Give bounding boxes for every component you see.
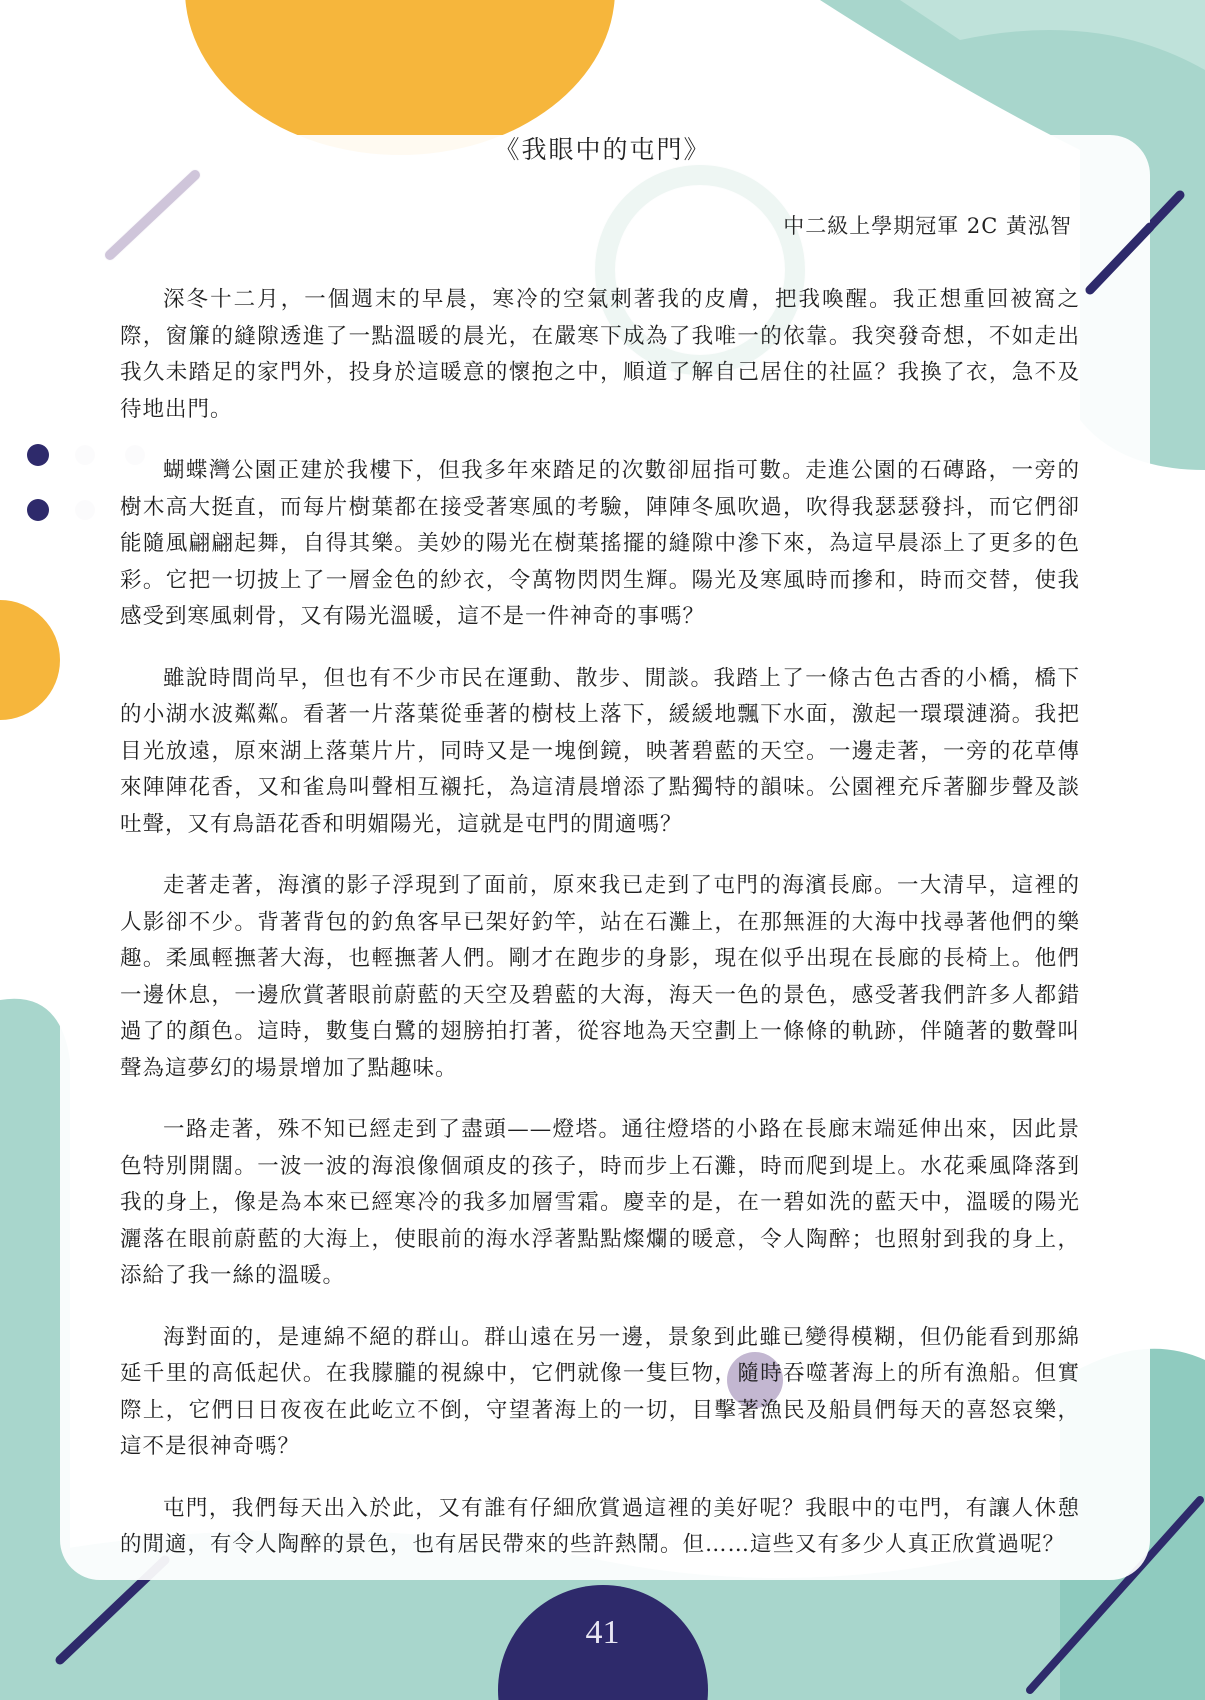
article-body <box>120 282 1080 1589</box>
paragraph-3: 雖說時間尚早，但也有不少市民在運動、散步、閒談。我踏上了一條古色古香的小橋，橋下的小湖水波粼粼。看著一片落葉從垂著的樹枝上落下，緩緩地飄下水面，激起一環環漣漪。我把目光放遠，原來湖上落葉片片，同時又是一塊倒鏡，映著碧藍的天空。一邊走著，一旁的花草傳來陣陣花香，又和雀鳥叫聲相互襯托，為這清晨增添了點獨特的韻味。公園裡充斥著腳步聲及談吐聲，又有鳥語花香和明媚陽光，這就是屯門的閒適嗎？ <box>120 665 1080 837</box>
paragraph-1: 深冬十二月，一個週末的早晨，寒冷的空氣刺著我的皮膚，把我喚醒。我正想重回被窩之際，窗簾的縫隙透進了一點溫暖的晨光，在嚴寒下成為了我唯一的依靠。我突發奇想，不如走出我久未踏足的家門外，投身於這暖意的懷抱之中，順道了解自己居住的社區？我換了衣，急不及待地出門。 <box>120 287 1080 422</box>
paragraph-2: 蝴蝶灣公園正建於我樓下，但我多年來踏足的次數卻屈指可數。走進公園的石磚路，一旁的樹木高大挺直，而每片樹葉都在接受著寒風的考驗，陣陣冬風吹過，吹得我瑟瑟發抖，而它們卻能隨風翩翩起舞，自得其樂。美妙的陽光在樹葉搖擺的縫隙中滲下來，為這早晨添上了更多的色彩。它把一切披上了一層金色的紗衣，令萬物閃閃生輝。陽光及寒風時而摻和，時而交替，使我感受到寒風刺骨，又有陽光溫暖，這不是一件神奇的事嗎？ <box>120 458 1080 629</box>
article-title: 《我眼中的屯門》 <box>494 135 711 164</box>
paragraph-4: 走著走著，海濱的影子浮現到了面前，原來我已走到了屯門的海濱長廊。一大清早，這裡的人影卻不少。背著背包的釣魚客早已架好釣竿，站在石灘上，在那無涯的大海中找尋著他們的樂趣。柔風輕撫著大海，也輕撫著人們。剛才在跑步的身影，現在似乎出現在長廊的長椅上。他們一邊休息，一邊欣賞著眼前蔚藍的天空及碧藍的大海，海天一色的景色，感受著我們許多人都錯過了的顏色。這時，數隻白鷺的翅膀拍打著，從容地為天空劃上一條條的軌跡，伴隨著的數聲叫聲為這夢幻的場景增加了點趣味。 <box>120 873 1080 1081</box>
paragraph-6: 海對面的，是連綿不絕的群山。群山遠在另一邊，景象到此雖已變得模糊，但仍能看到那綿延千里的高低起伏。在我朦朧的視線中，它們就像一隻巨物，隨時吞噬著海上的所有漁船。但實際上，它們日日夜夜在此屹立不倒，守望著海上的一切，目擊著漁民及船員們每天的喜怒哀樂，這不是很神奇嗎？ <box>120 1324 1080 1459</box>
article-byline: 中二級上學期冠軍 2C 黃泓智 <box>783 214 1072 238</box>
paragraph-5: 一路走著，殊不知已經走到了盡頭——燈塔。通往燈塔的小路在長廊末端延伸出來，因此景色特別開闊。一波一波的海浪像個頑皮的孩子，時而步上石灘，時而爬到堤上。水花乘風降落到我的身上，像是為本來已經寒冷的我多加層雪霜。慶幸的是，在一碧如洗的藍天中，溫暖的陽光灑落在眼前蔚藍的大海上，使眼前的海水浮著點點燦爛的暖意，令人陶醉；也照射到我的身上，添給了我一絲的溫暖。 <box>120 1117 1080 1288</box>
navy-stroke-right-overlay <box>1090 227 1150 290</box>
page-number: 41 <box>585 1614 620 1651</box>
purple-stroke-overlay <box>110 175 195 255</box>
paragraph-7: 屯門，我們每天出入於此，又有誰有仔細欣賞過這裡的美好呢？我眼中的屯門，有讓人休憩的閒適，有令人陶醉的景色，也有居民帶來的些許熱鬧。但……這些又有多少人真正欣賞過呢？ <box>120 1495 1080 1557</box>
